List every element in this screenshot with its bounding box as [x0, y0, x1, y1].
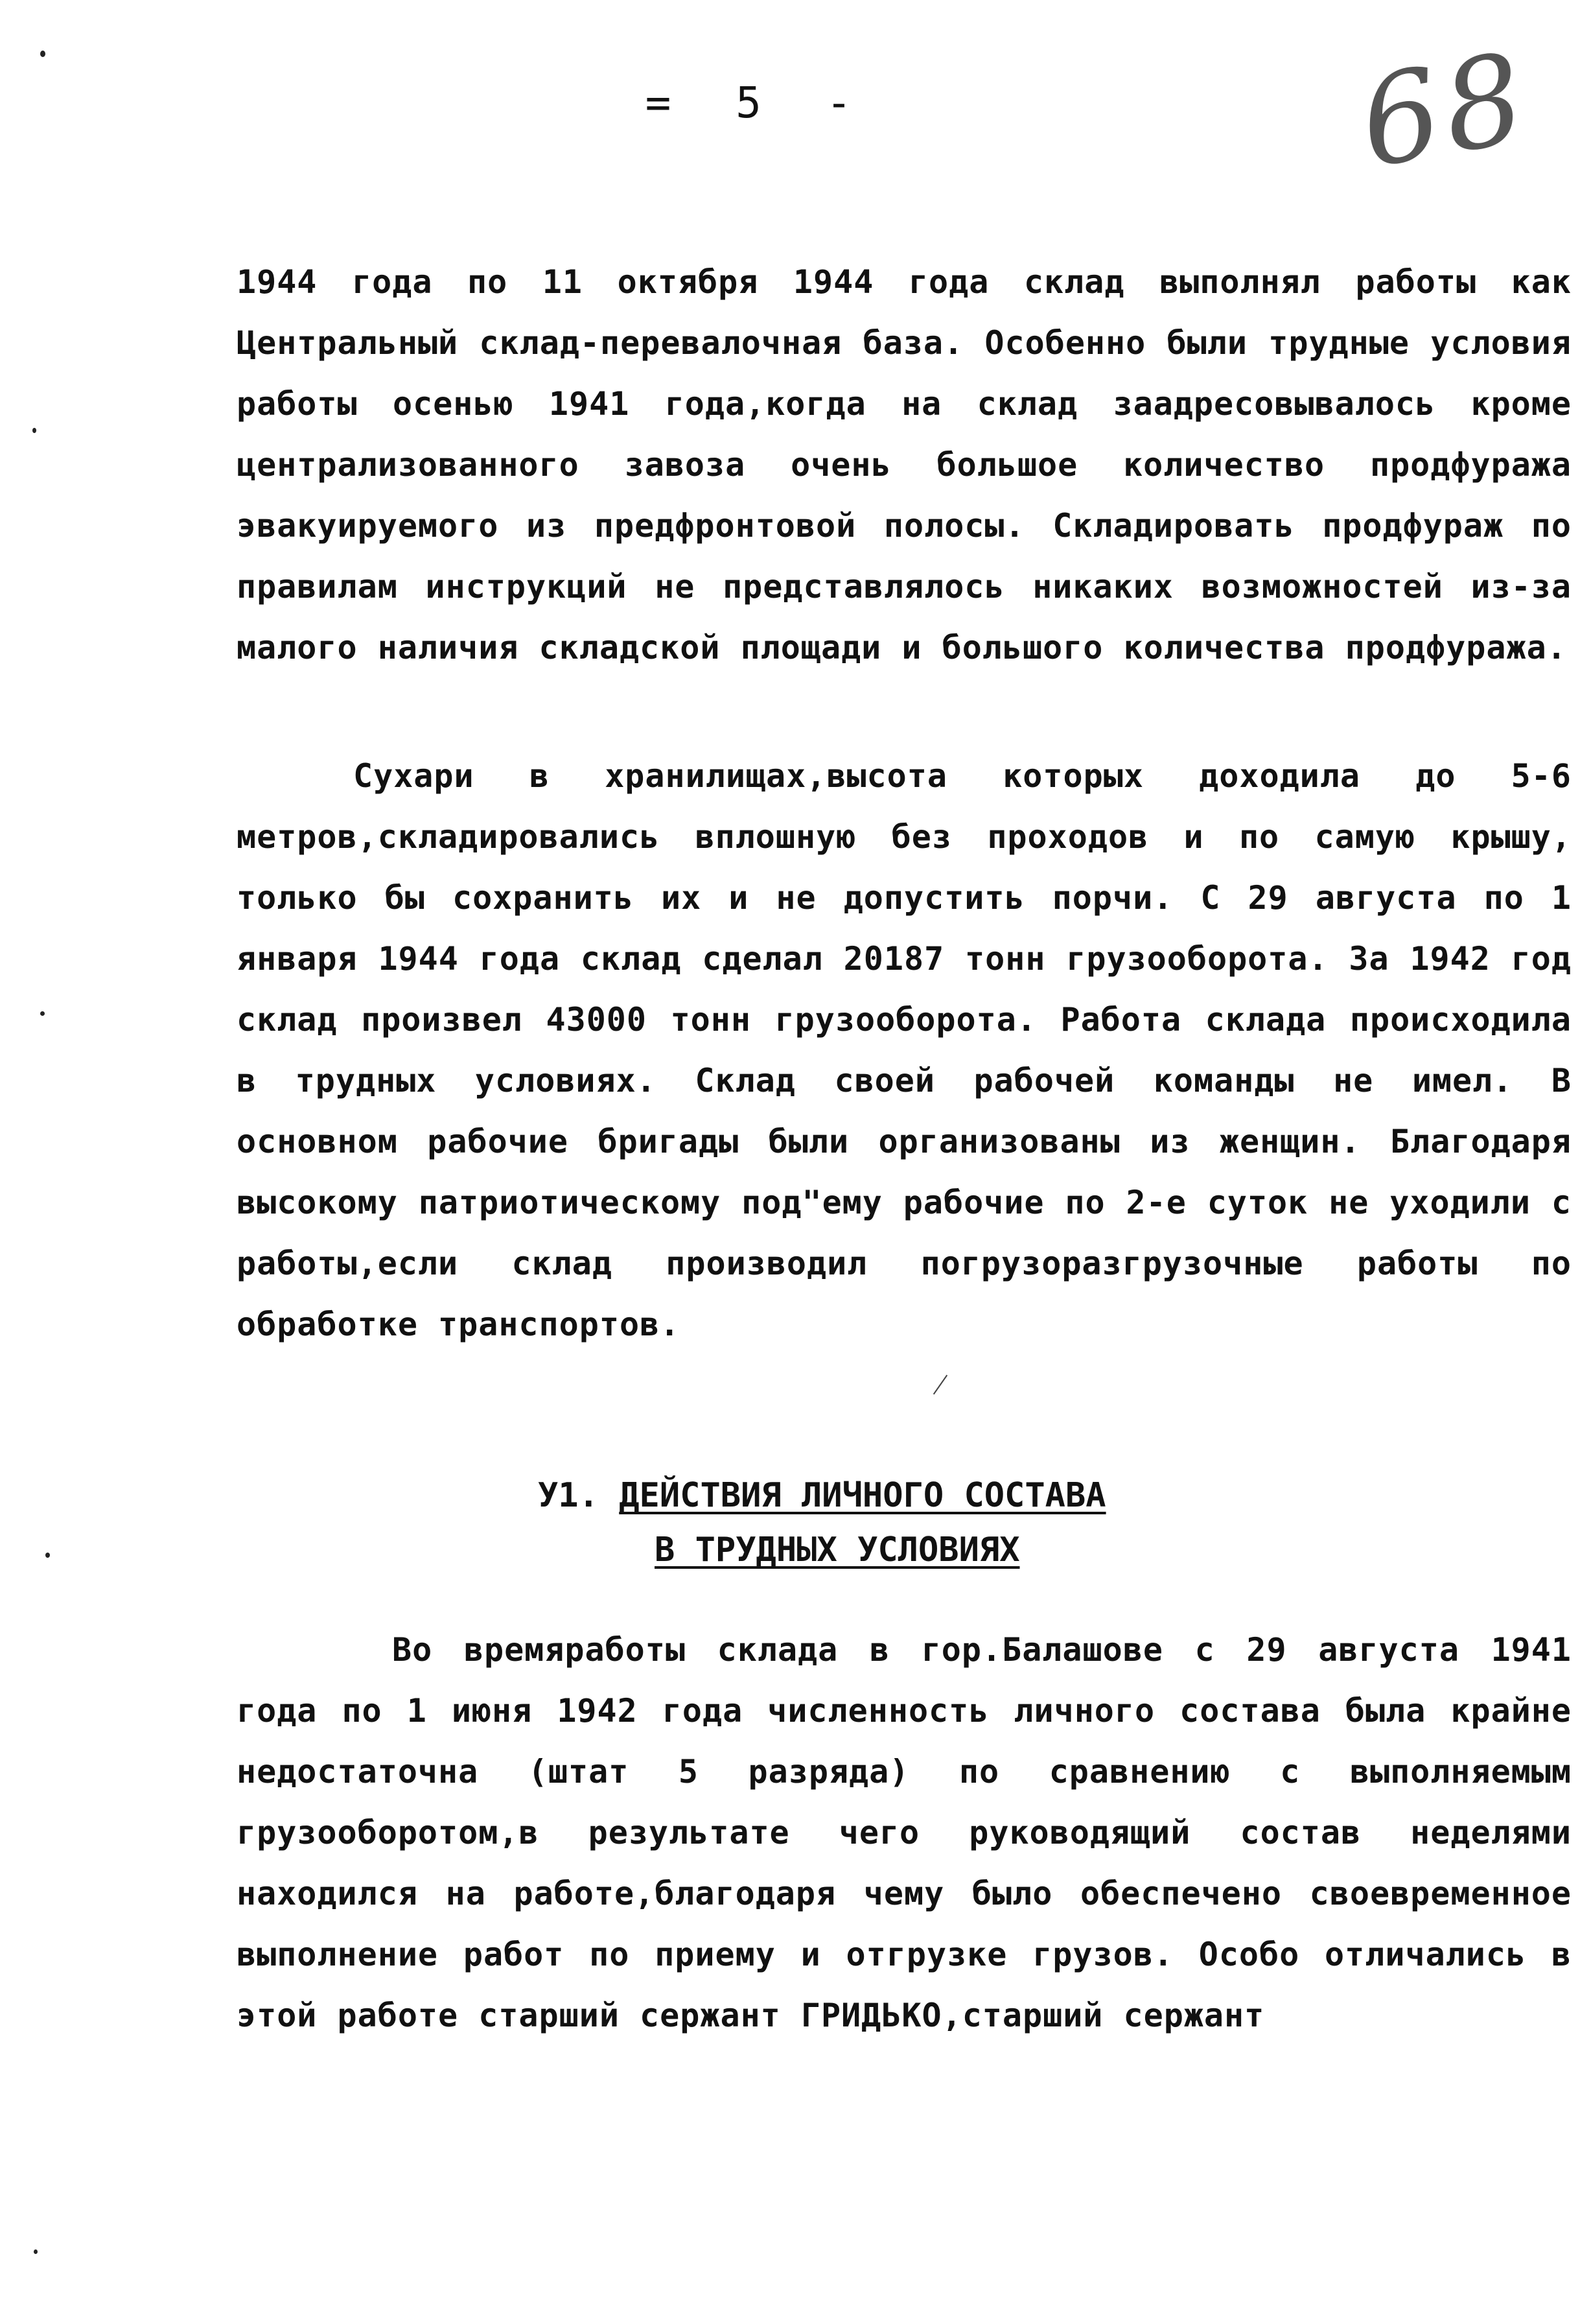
- section-number: У1.: [538, 1476, 599, 1515]
- section-heading-line-2: [538, 1523, 1106, 1577]
- scan-speck: [32, 428, 36, 433]
- scan-speck: [34, 2249, 38, 2254]
- archive-page-number-handwritten: 68: [1349, 25, 1540, 196]
- paragraph-personnel-actions: Во времяработы склада в гор.Балашове с 29 августа 1941 года по 1 июня 1942 года численность личного состава была крайне недостаточна (штат 5 разряда) по сравнению с выполняемым грузооборотом,в результате чего руководящий состав неделями находился на работе,благодаря чему было обеспечено своевременное выполнение работ по приему и отгрузке грузов. Особо отличались в этой работе старший сержант ГРИДЬКО,старший сержант: [237, 1631, 1572, 2034]
- section-title-line-2: В ТРУДНЫХ УСЛОВИЯХ: [655, 1531, 1020, 1569]
- scan-speck: [40, 51, 45, 57]
- paragraph-storage-conditions: Сухари в хранилищах,высота которых доходила до 5-6 метров,складировались вплошную без проходов и по самую крышу, только бы сохранить их и не допустить порчи. С 29 августа по 1 января 1944 года склад сделал 20187 тонн грузооборота. За 1942 год склад произвел 43000 тонн грузооборота. Работа склада происходила в трудных условиях. Склад своей рабочей команды не имел. В основном рабочие бригады были организованы из женщин. Благодаря высокому патриотическому под"ему рабочие по 2-е суток не уходили с работы,если склад производил погрузоразгрузочные работы по обработке транспортов.: [237, 757, 1572, 1343]
- scan-speck: [45, 1553, 50, 1558]
- pencil-mark: [933, 1375, 947, 1395]
- scan-speck: [40, 1011, 45, 1016]
- section-heading: [538, 1468, 1106, 1577]
- paragraph-warehouse-operations: 1944 года по 11 октября 1944 года склад выполнял работы как Центральный склад-перевалочная база. Особенно были трудные условия работы осенью 1941 года,когда на склад заадресовывалось кроме централизованного завоза очень большое количество продфуража эвакуируемого из предфронтовой полосы. Складировать продфураж по правилам инструкций не представлялось никаких возможностей из-за малого наличия складской площади и большого количества продфуража.: [237, 263, 1572, 666]
- section-heading-line-1: [538, 1468, 1106, 1523]
- page-number: = 5 -: [645, 78, 872, 128]
- section-title-line-1: ДЕЙСТВИЯ ЛИЧНОГО СОСТАВА: [619, 1476, 1106, 1515]
